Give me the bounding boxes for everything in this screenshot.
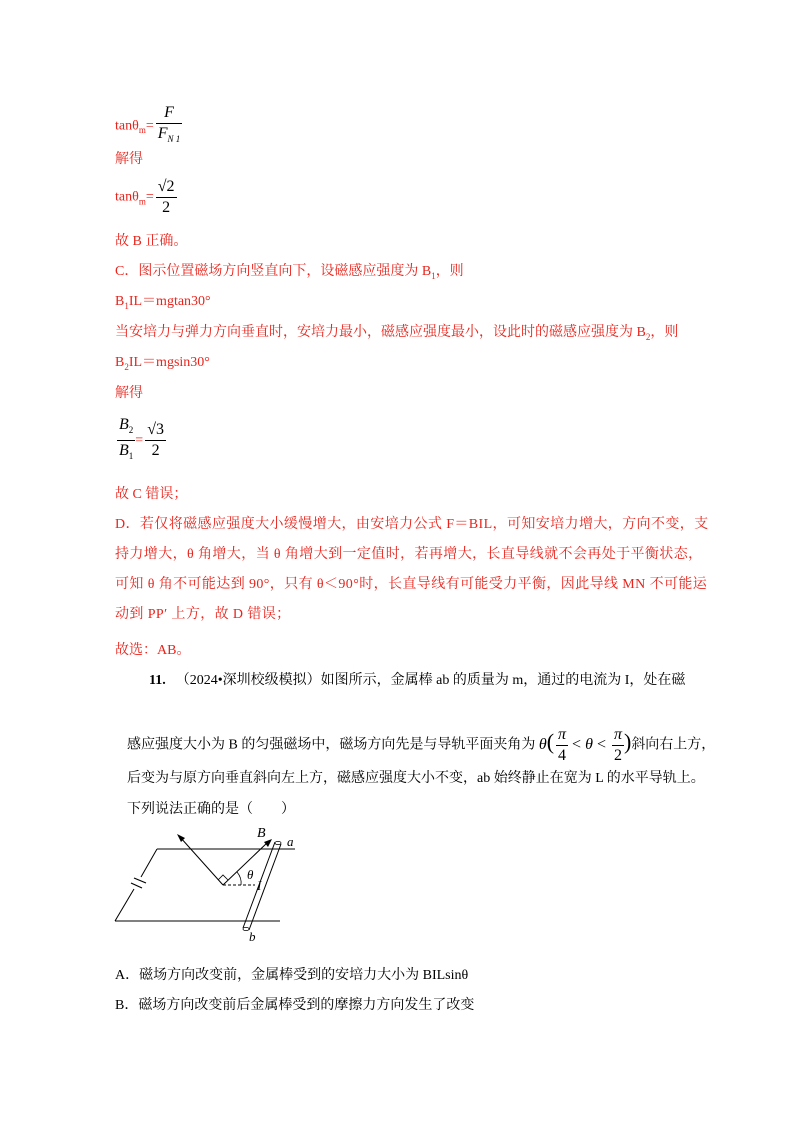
option-b[interactable]: B．磁场方向改变前后金属棒受到的摩擦力方向发生了改变 <box>115 998 475 1013</box>
rail-magnetic-field-figure <box>110 820 310 945</box>
equation-tan-theta-m-force-ratio: tanθ$_m$= $\frac{F}{F_{N 1}}$ <box>115 104 181 145</box>
paragraph-option-d: D．若仅将磁感应强度大小缓慢增大，由安培力公式 F＝BIL，可知安培力增大，方向不变，支持力增大，θ 角增大，当 θ 角增大到一定值时，若再增大，长直导线就不会再处于平衡状态，可知 θ 角不可能达到 90°，只有 θ＜90°时，长直导线有可能受力平衡，因此导线 MN 不可能运动到 PP′ 上方，故 D 错误； <box>115 517 709 622</box>
text-jiede-2: 解得 <box>115 386 143 401</box>
question-11-line-2: 感应强度大小为 B 的匀强磁场中，磁场方向先是与导轨平面夹角为 θ( $\frac{\pi}{4}$ < θ < $\frac{\pi}{2}$ )斜向右上方， <box>127 726 716 764</box>
label-b-field: B <box>257 826 266 841</box>
equation-b1-il: $B_1IL=mgtan30^\circ$ <box>115 294 211 311</box>
right-angle-marker <box>218 875 228 880</box>
text-option-c-intro: C．图示位置磁场方向竖直向下，设磁感应强度为 $B_1$，则 <box>115 264 464 281</box>
label-a: a <box>287 834 294 849</box>
vector-left-up <box>180 837 223 885</box>
label-theta: θ <box>247 867 254 882</box>
equation-b2-il: $B_2IL=mgsin30^\circ$ <box>115 355 210 372</box>
text-c-wrong: 故 C 错误； <box>115 487 188 502</box>
rail-left-lower <box>115 889 134 921</box>
rod-ab-right <box>249 844 281 930</box>
question-number: 11. <box>149 673 166 688</box>
option-a[interactable]: A．磁场方向改变前，金属棒受到的安培力大小为 BILsinθ <box>115 968 469 983</box>
question-11-line-1: 11. （2024•深圳校级模拟）如图所示，金属棒 ab 的质量为 m，通过的电流为 I，处在磁 <box>149 673 686 688</box>
text-jiede-1: 解得 <box>115 152 143 167</box>
text-b-correct: 故 B 正确。 <box>115 234 188 249</box>
label-b-end: b <box>249 929 256 944</box>
capacitor-plate-1 <box>134 878 146 883</box>
capacitor-plate-2 <box>131 883 142 888</box>
label-current: I <box>257 878 262 893</box>
equation-tan-theta-m-value: tanθ$_m$= $\frac{√2}{2}$ <box>115 178 175 216</box>
question-11-line-3: 后变为与原方向垂直斜向左上方，磁感应强度大小不变，ab 始终静止在宽为 L 的水平导轨上。 <box>127 771 705 786</box>
angle-range-expression: θ( $\frac{\pi}{4}$ < θ < $\frac{\pi}{2}$ ) <box>538 726 632 764</box>
question-11-line-4: 下列说法正确的是（ ） <box>127 802 295 817</box>
text-answer: 故选：AB。 <box>115 643 191 658</box>
rod-end-a <box>275 841 281 844</box>
equation-b2-over-b1: $\frac{B_2}{B_1}$ = $\frac{√3}{2}$ <box>119 416 164 462</box>
text-option-c-minimum: 当安培力与弹力方向垂直时，安培力最小，磁感应强度最小，设此时的磁感应强度为 $B_2$，则 <box>115 325 679 342</box>
theta-arc <box>237 872 241 885</box>
rail-left-upper <box>141 849 157 877</box>
